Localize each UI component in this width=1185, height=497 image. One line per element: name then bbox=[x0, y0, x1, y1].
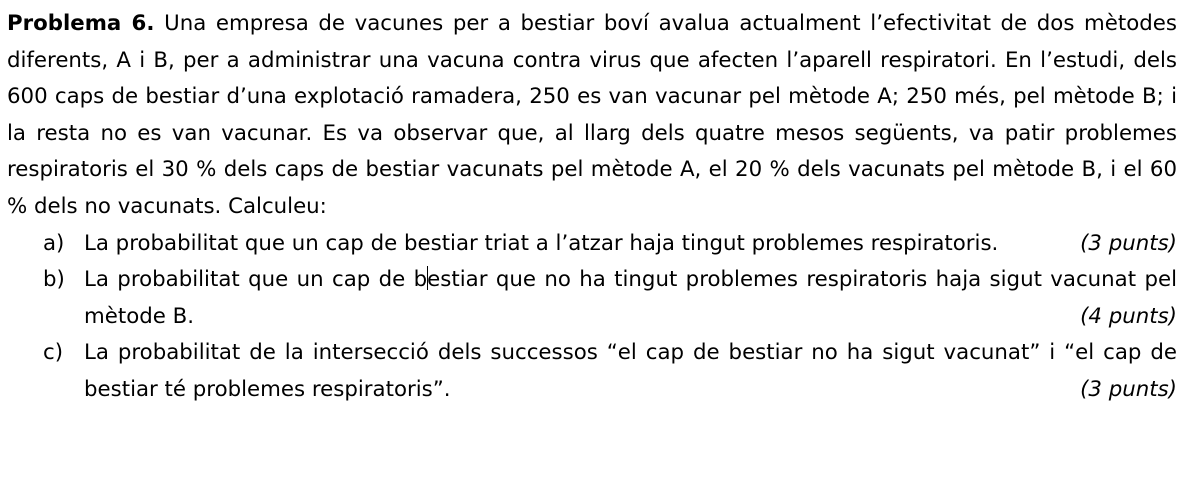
question-points: (4 punts) bbox=[1080, 303, 1177, 329]
question-text-part: La probabilitat que un cap de b bbox=[84, 267, 428, 293]
question-points: (3 punts) bbox=[1080, 230, 1177, 256]
question-text-part: estiar que no ha tingut problemes respiratoris haja sigut vacunat pel mètode B. bbox=[84, 267, 1177, 329]
problem-heading: Problema 6. bbox=[7, 11, 155, 36]
problem-statement bbox=[7, 6, 1177, 226]
question-marker: c) bbox=[43, 340, 64, 366]
question-body bbox=[84, 262, 1177, 335]
question-text: La probabilitat de la intersecció dels successos “el cap de bestiar no ha sigut vacunat” i “el cap de bestiar té problemes respiratoris”. bbox=[84, 340, 1177, 402]
question-body bbox=[84, 335, 1177, 408]
question-item-b bbox=[7, 262, 1177, 335]
question-list bbox=[7, 226, 1177, 409]
question-item-c bbox=[7, 335, 1177, 408]
question-marker: a) bbox=[43, 230, 65, 256]
question-marker: b) bbox=[43, 267, 65, 293]
question-body bbox=[84, 226, 1177, 263]
question-item-a bbox=[7, 226, 1177, 263]
question-text: La probabilitat que un cap de bestiar triat a l’atzar haja tingut problemes respiratoris. bbox=[84, 230, 999, 256]
problem-intro-text: Una empresa de vacunes per a bestiar boví avalua actualment l’efectivitat de dos mètodes diferents, A i B, per a administrar una vacuna contra virus que afecten l’aparell respiratori. En l’estudi, dels 600 caps de bestiar d’una explotació ramadera, 250 es van vacunar pel mètode A; 250 més, pel mètode B; i la resta no es van vacunar. Es va observar que, al llarg dels quatre mesos següents, va patir problemes respiratoris el 30 % dels caps de bestiar vacunats pel mètode A, el 20 % dels vacunats pel mètode B, i el 60 % dels no vacunats. Calculeu: bbox=[7, 11, 1177, 219]
question-points: (3 punts) bbox=[1080, 376, 1177, 402]
